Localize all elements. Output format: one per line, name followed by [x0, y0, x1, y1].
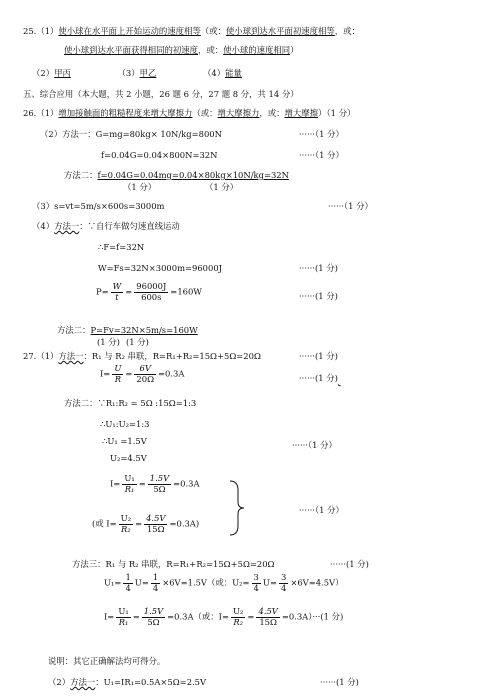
q27-frac-45v-den: 15Ω: [146, 523, 165, 534]
q27-method2-current: [110, 474, 200, 494]
q27-i2-alt-result: =0.3A): [169, 518, 200, 529]
q27-frac-u2r2b-num: U₂: [233, 606, 244, 616]
q27-score-3: ······（1 分）: [292, 440, 337, 450]
q27-i3-result: =0.3A（或：I=: [167, 611, 229, 622]
q25-3-answer: 甲乙: [139, 68, 157, 78]
q27-eq1: =: [125, 368, 133, 379]
q27-frac-ur-num: U: [114, 363, 122, 373]
q26-method1-line1: （2）方法一：G=mg=80kg× 10N/kg=800N: [40, 129, 222, 139]
q26-power-p: P=: [96, 286, 109, 297]
q27-series-resistance: ：R₁ 与 R₂ 串联，R=R₁+R₂=15Ω+5Ω=20Ω: [83, 351, 261, 361]
q27-score-2: [299, 374, 341, 382]
q27-frac-u1r1-num: U₁: [124, 473, 135, 483]
q27-line1: [23, 352, 261, 360]
q27-i2-result: =0.3A: [173, 478, 200, 489]
q27-score-2-text: ······(1 分): [299, 373, 338, 383]
q26-part3: （3）s=vt=5m/s×600s=3000m: [32, 201, 165, 211]
q25-4-answer: 能量: [225, 68, 242, 78]
q27-frac-q4-den: 4: [280, 582, 287, 593]
q27-score-6: ······(1 分): [320, 677, 359, 687]
q26-or-1: （或：: [192, 108, 218, 118]
q27-frac-6v-den: 20Ω: [136, 373, 155, 384]
q27-frac-45v: [144, 514, 167, 534]
q27-method3-line1: 方法三：R₁ 与 R₂ 串联，R=R₁+R₂=15Ω+5Ω=20Ω: [72, 559, 275, 569]
q27-frac-45vb-num: 4.5V: [258, 606, 278, 616]
q26-score-3: ······（1 分）: [299, 150, 344, 160]
q27-score-4: ······（1 分）: [299, 505, 344, 515]
q27-frac-u1r1b-num: U₁: [118, 606, 129, 616]
q27-frac-u1r1b-den: R₁: [118, 616, 129, 627]
q27-frac-45vb-den: 15Ω: [259, 616, 277, 627]
q26-method2-power-label: 方法二：: [57, 325, 91, 335]
q26-part4-line1: [32, 222, 180, 230]
q26-frac-wt-num: W: [112, 281, 122, 291]
q27-frac-45vb: [256, 607, 279, 627]
q26-frac-values: [134, 282, 168, 302]
q27-voltage-ratio: ∴U₁:U₂=1:3: [100, 419, 150, 429]
q27-u-eq2: U=: [262, 577, 277, 588]
q25-line2: [64, 46, 299, 54]
q26-method2: [64, 171, 289, 179]
q26-score-2: ······（1 分）: [299, 129, 344, 139]
q26-method1-label: 方法一: [54, 221, 80, 231]
q27-frac-15v-num: 1.5V: [149, 473, 170, 483]
q27-note: 说明：其它正确解法均可得分。: [48, 656, 166, 666]
q26-equals: =: [125, 286, 133, 297]
q26-power-formula: [96, 282, 202, 302]
q27-frac-u2r2: [119, 514, 133, 534]
q27-frac-ur: [112, 364, 123, 384]
q27-method2-ratio: 方法二：∵R₁:R₂ = 5Ω :15Ω=1:3: [64, 398, 197, 408]
q27-frac-q2-num: 1: [152, 572, 159, 582]
q26-part4-line2: ∴F=f=32N: [98, 242, 145, 252]
q25-or-1: （或：: [200, 26, 226, 36]
q27-frac-q1-num: 1: [125, 572, 131, 582]
q25-2-label: （2）: [32, 68, 55, 78]
q26-frac-values-num: 96000J: [136, 281, 167, 291]
q27-eq5: =: [247, 611, 255, 622]
q26-number: 26.（1）: [23, 108, 59, 118]
q26-alt-2: 增大摩擦: [284, 108, 319, 118]
q27-i1: I=: [100, 368, 111, 379]
q27-frac-q1: [123, 573, 132, 593]
q26-method2-score-a: （1 分）: [123, 182, 157, 192]
q26-method2-score-b: （1 分）: [205, 182, 239, 192]
q26-score-4: ······（1 分）: [328, 201, 373, 211]
q27-method3-current: [104, 607, 343, 627]
q27-frac-u2r2-num: U₂: [120, 513, 132, 523]
q26-power-result: =160W: [170, 286, 202, 297]
q26-part4-line3: W=Fs=32N×3000m=96000J: [98, 263, 223, 273]
q27-u-eq: U=: [134, 577, 149, 588]
q27-frac-15vb: [142, 607, 165, 627]
q27-part2-formula: ：U₁=IR₁=0.5A×5Ω=2.5V: [95, 677, 207, 687]
q27-u2: U₂=4.5V: [110, 453, 147, 463]
q27-frac-ur-den: R: [114, 373, 122, 384]
q27-eq3: =: [135, 518, 143, 529]
q25-number: 25.（1）: [23, 26, 59, 36]
q26-part4-condition: ：∵自行车做匀速直线运动: [79, 221, 180, 231]
q27-i1-result: =0.3A: [158, 368, 185, 379]
q27-i3-alt-result: =0.3A）···(1 分): [281, 611, 344, 622]
q25-4-label: （4）: [203, 68, 226, 78]
q27-u1-calc: ×6V=1.5V（或：U₂=: [162, 577, 250, 588]
q26-or-2: ，或：: [259, 108, 285, 118]
q27-frac-45v-num: 4.5V: [146, 513, 166, 523]
q25-line3: [32, 69, 242, 77]
q26-method2-power-score-a: (1 分): [97, 337, 120, 347]
q26-method2-power-score-b: (1 分): [126, 337, 149, 347]
q26-frac-wt: [111, 282, 124, 302]
q27-frac-q4-num: 3: [280, 572, 287, 582]
q25-or-2: ，或：: [334, 26, 360, 36]
q27-frac-q2: [151, 573, 160, 593]
q27-i2: I=: [110, 478, 121, 489]
q27-or-i: (或 I=: [92, 518, 117, 529]
q26-part4-label: （4）: [32, 221, 55, 231]
q25-3-label: （3）: [117, 68, 140, 78]
q25-or-3: ，或：: [198, 45, 224, 55]
q26-method2-label: 方法二：: [64, 170, 98, 180]
q27-frac-q3: [252, 573, 261, 593]
q27-method1-label: 方法一: [58, 351, 84, 361]
q26-alt-1: 增大摩擦力: [217, 108, 260, 118]
q27-frac-u2r2-den: R₂: [121, 523, 131, 534]
q27-frac-u1r1: [122, 474, 136, 494]
q27-eq2: =: [138, 478, 146, 489]
q27-frac-u1r1b: [116, 607, 130, 627]
q26-score-6: ······(1 分): [299, 291, 338, 301]
q27-eq4: =: [132, 611, 140, 622]
q27-method2-current-alt: [92, 514, 199, 534]
section-5-heading: 五、综合应用（本大题，共 2 小题，26 题 6 分，27 题 8 分，共 14 分）: [23, 89, 299, 99]
q27-part2: [48, 678, 206, 686]
q27-frac-6v: [134, 364, 156, 384]
q26-method1-line2: f=0.04G=0.04×800N=32N: [101, 150, 218, 160]
q27-frac-u2r2b-den: R₂: [233, 616, 244, 627]
q26-line1: [23, 109, 355, 117]
q27-frac-u1r1-den: R₁: [124, 483, 135, 494]
q26-method2-power: [57, 326, 198, 334]
q27-frac-q3-den: 4: [253, 582, 259, 593]
q26-score-5: ······(1 分): [299, 263, 338, 273]
q27-u1-eq: U₁=: [104, 577, 122, 588]
right-brace-icon: [228, 480, 246, 536]
q26-score-1: ）（1 分）: [318, 108, 356, 118]
q26-frac-values-den: 600s: [141, 291, 162, 302]
q25-close: ）: [290, 45, 299, 55]
q27-current-formula: [100, 364, 184, 384]
q27-frac-q3-num: 3: [253, 572, 259, 582]
q25-2-answer: 甲丙: [54, 68, 71, 78]
q27-u1: ∴U₁ =1.5V: [102, 436, 147, 446]
q25-answer-1: 使小球在水平面上开始运动的速度相等: [58, 26, 201, 36]
q27-number: 27.（1）: [23, 351, 59, 361]
q26-method2-power-formula: P=Fv=32N×5m/s=160W: [90, 325, 198, 335]
q25-line1: [23, 27, 360, 35]
q27-score-1: ······(1 分): [299, 351, 338, 361]
q27-method3-voltage: [104, 573, 343, 593]
q27-frac-6v-num: 6V: [134, 364, 156, 375]
q27-frac-u2r2b: [231, 607, 245, 627]
q25-alt-1: 使小球到达水平面初速度相等: [225, 26, 335, 36]
q27-i3: I=: [104, 611, 115, 622]
q26-frac-wt-den: t: [115, 291, 119, 302]
q27-frac-15v-den: 5Ω: [153, 483, 166, 494]
q27-u2-calc: ×6V=4.5V）: [290, 577, 344, 588]
q27-score-2-mark: [338, 373, 341, 383]
q27-frac-15v: [148, 474, 171, 494]
q25-alt-2: 使小球到达水平面获得相同的初速度: [64, 45, 198, 55]
q25-alt-3: 使小球的速度相同: [223, 45, 291, 55]
q27-score-5: ······(1 分): [330, 559, 369, 569]
q26-method2-formula: f=0.04G=0.04mg=0.04×80kg×10N/kg=32N: [97, 170, 289, 180]
q27-part2-label: （2）: [48, 677, 71, 687]
q26-answer-1: 增加接触面的粗糙程度来增大摩擦力: [58, 108, 193, 118]
q27-frac-15vb-num: 1.5V: [143, 606, 164, 616]
q27-frac-q2-den: 4: [152, 582, 159, 593]
q27-part2-method1: 方法一: [70, 677, 96, 687]
q27-frac-q4: [279, 573, 288, 593]
q27-frac-15vb-den: 5Ω: [147, 616, 160, 627]
q27-frac-q1-den: 4: [125, 582, 131, 593]
